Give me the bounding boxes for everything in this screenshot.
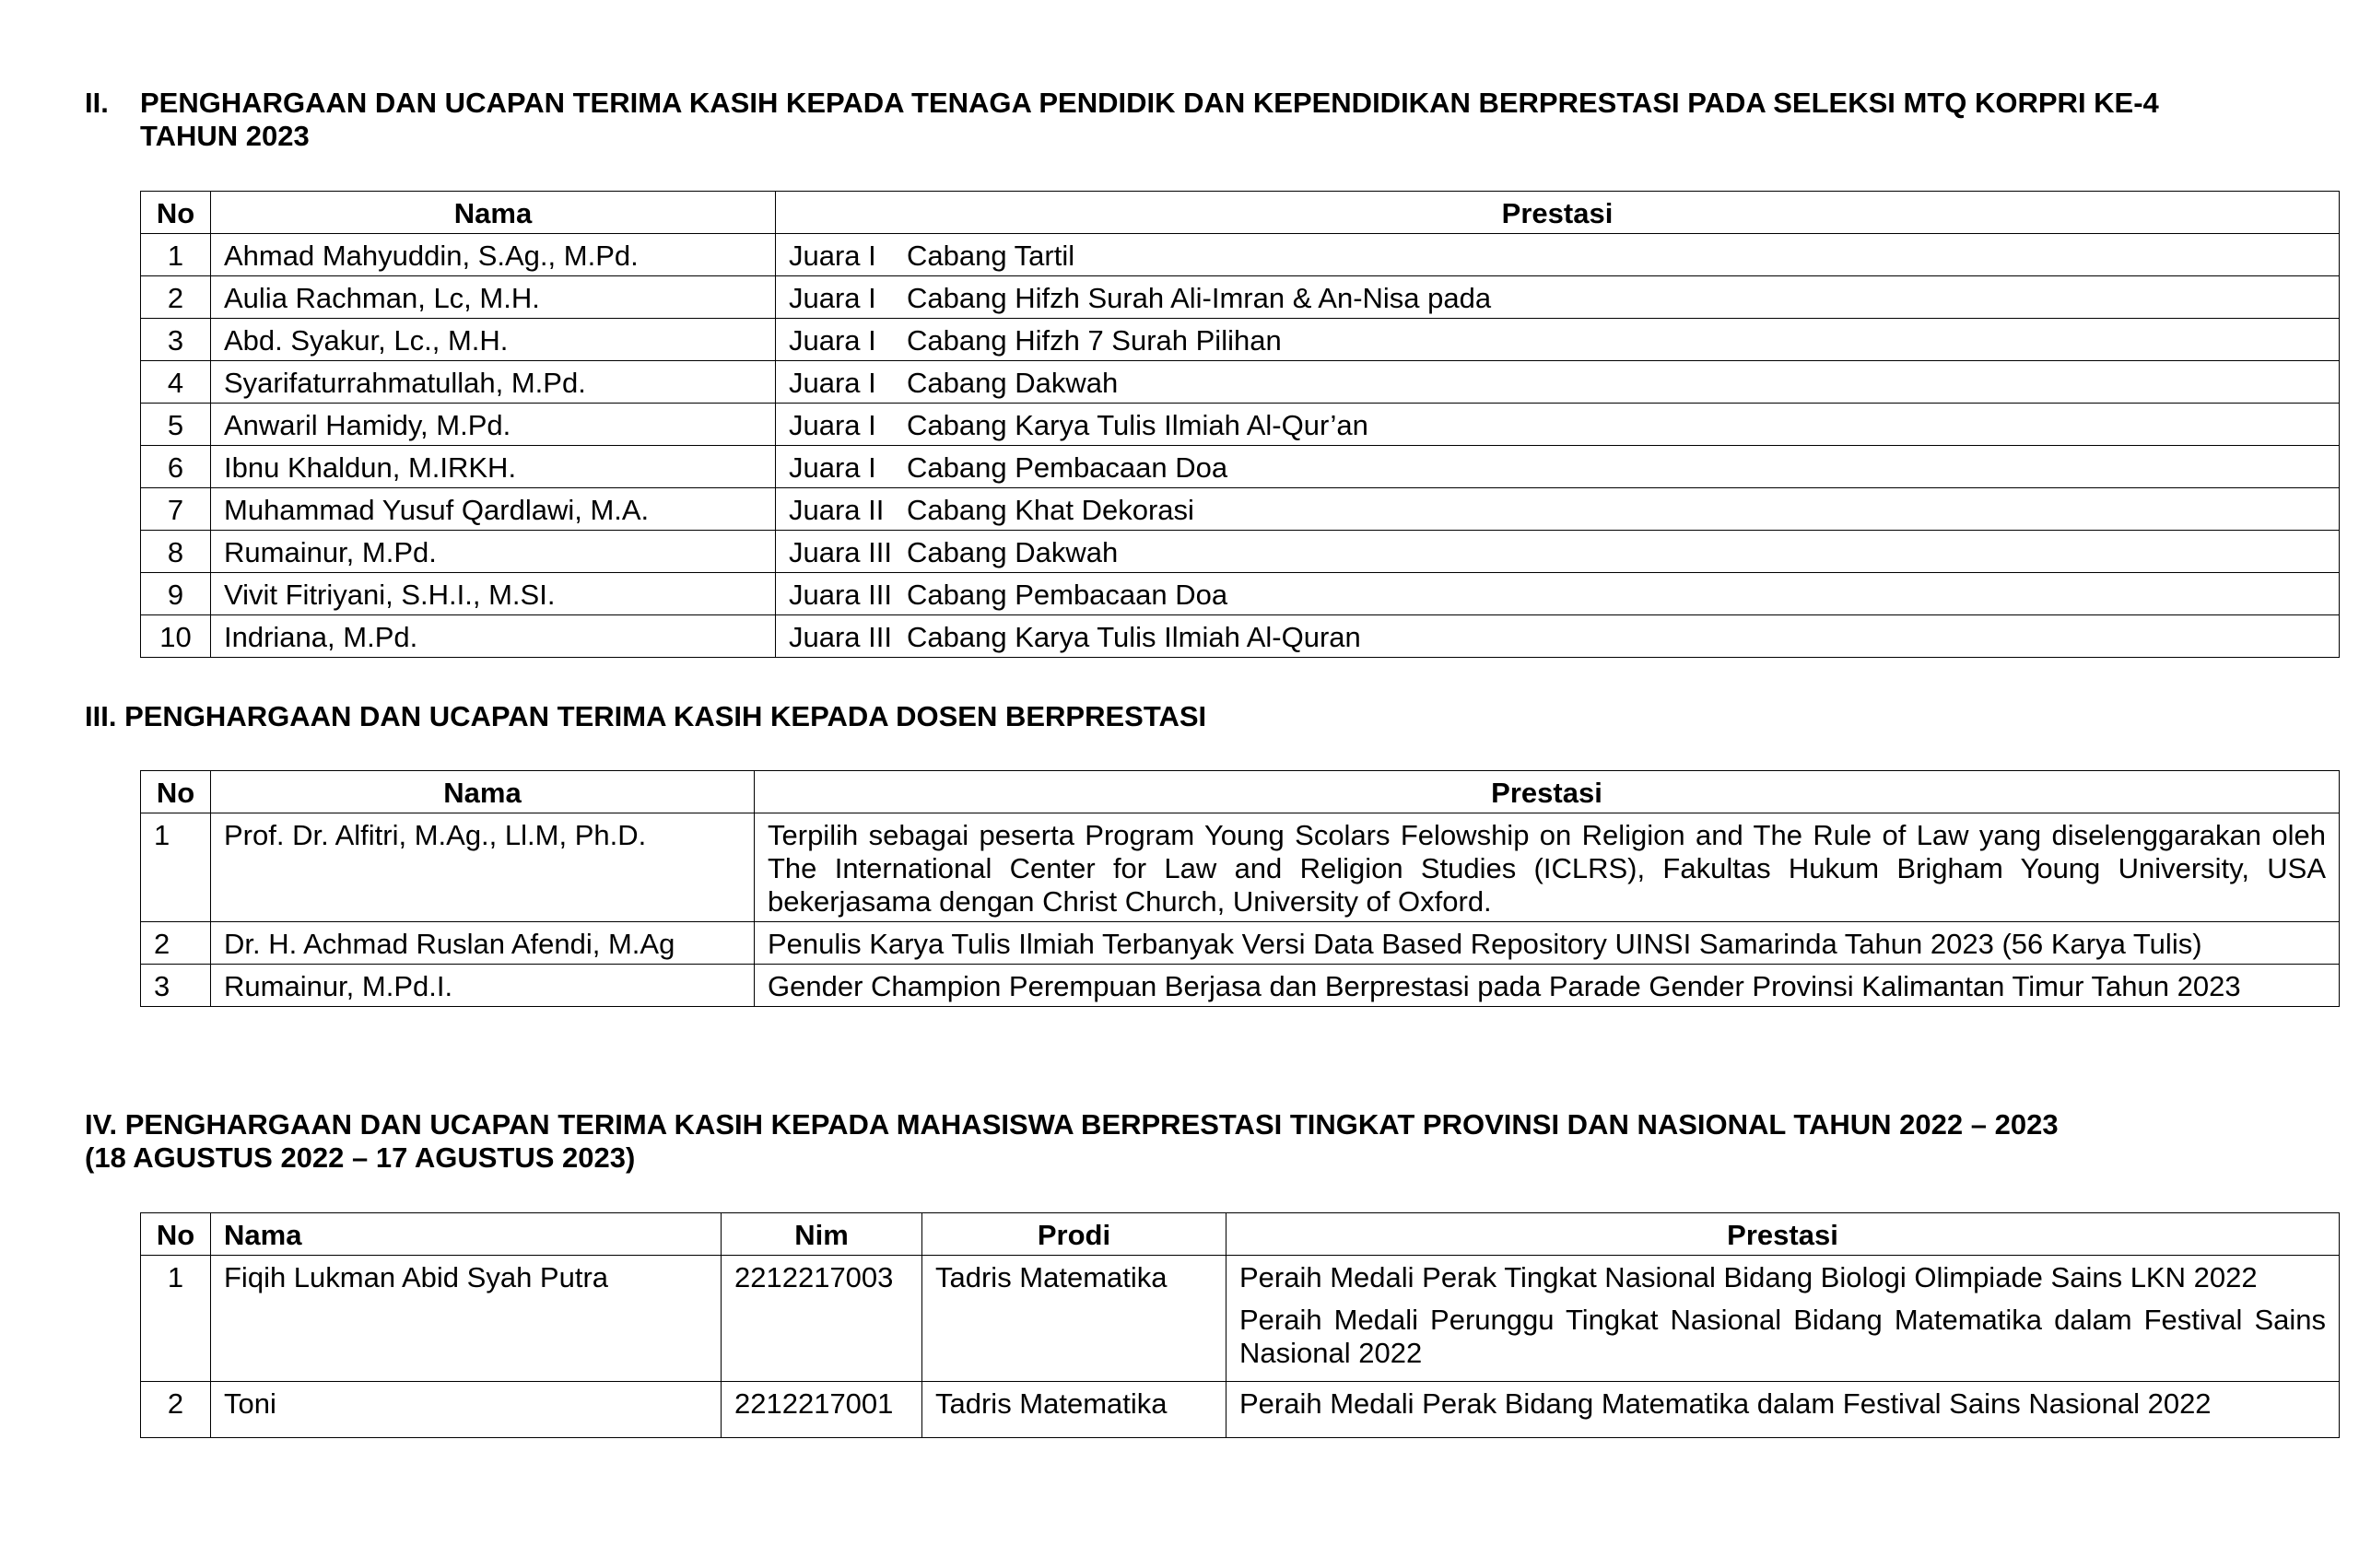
cell-prestasi: Terpilih sebagai peserta Program Young Scolars Felowship on Religion and The Rule of Law yang diselenggarakan oleh The International Center for Law and Religion Studies (ICLRS), Fakultas Hukum Brigham Young University, USA bekerjasama dengan Christ Church, University of Oxford. xyxy=(755,813,2340,922)
cell-nama: Ahmad Mahyuddin, S.Ag., M.Pd. xyxy=(211,234,776,276)
table-row xyxy=(141,361,2340,404)
table-row xyxy=(141,404,2340,446)
cell-nama: Aulia Rachman, Lc, M.H. xyxy=(211,276,776,319)
cell-nama: Rumainur, M.Pd. xyxy=(211,531,776,573)
section-title: PENGHARGAAN DAN UCAPAN TERIMA KASIH KEPADA DOSEN BERPRESTASI xyxy=(124,700,1207,732)
cell-nama: Abd. Syakur, Lc., M.H. xyxy=(211,319,776,361)
col-header-prestasi: Prestasi xyxy=(1226,1213,2340,1256)
cell-nim: 2212217001 xyxy=(722,1382,922,1438)
cell-nama: Dr. H. Achmad Ruslan Afendi, M.Ag xyxy=(211,922,755,965)
cell-prestasi xyxy=(776,446,2340,488)
col-header-nim: Nim xyxy=(722,1213,922,1256)
col-header-nama: Nama xyxy=(211,192,776,234)
cell-no: 1 xyxy=(141,813,211,922)
cell-nama: Fiqih Lukman Abid Syah Putra xyxy=(211,1256,722,1382)
juara-label: Juara III xyxy=(789,536,892,568)
col-header-nama: Nama xyxy=(211,771,755,813)
col-header-no: No xyxy=(141,192,211,234)
section-title-continued: TAHUN 2023 xyxy=(140,120,310,152)
table-row xyxy=(141,615,2340,658)
juara-label: Juara I xyxy=(789,451,876,484)
table-tenaga-pendidik xyxy=(140,191,2340,658)
table-row xyxy=(141,573,2340,615)
table-row xyxy=(141,446,2340,488)
prestasi-item: Peraih Medali Perak Tingkat Nasional Bidang Biologi Olimpiade Sains LKN 2022 xyxy=(1239,1261,2258,1293)
cell-prestasi xyxy=(776,531,2340,573)
section-title: PENGHARGAAN DAN UCAPAN TERIMA KASIH KEPADA MAHASISWA BERPRESTASI TINGKAT PROVINSI DAN NASIONAL TAHUN 2022 – 2023 xyxy=(124,1108,2059,1141)
col-header-no: No xyxy=(141,771,211,813)
table-header-row xyxy=(141,771,2340,813)
cell-prestasi xyxy=(1226,1256,2340,1382)
table-row xyxy=(141,922,2340,965)
table-header-row xyxy=(141,192,2340,234)
juara-label: Juara I xyxy=(789,409,876,441)
cabang-label: Cabang Karya Tulis Ilmiah Al-Qur’an xyxy=(907,409,1368,441)
section-iv-heading xyxy=(85,1108,2059,1175)
table-mahasiswa xyxy=(140,1212,2340,1438)
cell-prestasi: Gender Champion Perempuan Berjasa dan Berprestasi pada Parade Gender Provinsi Kalimantan Timur Tahun 2023 xyxy=(755,965,2340,1007)
juara-label: Juara III xyxy=(789,579,892,611)
cabang-label: Cabang Hifzh 7 Surah Pilihan xyxy=(907,324,1282,357)
cell-prestasi xyxy=(776,276,2340,319)
cabang-label: Cabang Hifzh Surah Ali-Imran & An-Nisa pada xyxy=(907,282,1492,314)
juara-label: Juara II xyxy=(789,494,885,526)
juara-label: Juara I xyxy=(789,240,876,272)
prestasi-item: Peraih Medali Perak Bidang Matematika dalam Festival Sains Nasional 2022 xyxy=(1239,1387,2212,1420)
table-row xyxy=(141,1256,2340,1382)
table-row xyxy=(141,234,2340,276)
cell-nim: 2212217003 xyxy=(722,1256,922,1382)
cell-no: 5 xyxy=(141,404,211,446)
cell-nama: Vivit Fitriyani, S.H.I., M.SI. xyxy=(211,573,776,615)
cabang-label: Cabang Tartil xyxy=(907,240,1075,272)
section-ii-heading xyxy=(85,87,2159,153)
cell-prestasi: Penulis Karya Tulis Ilmiah Terbanyak Versi Data Based Repository UINSI Samarinda Tahun 2023 (56 Karya Tulis) xyxy=(755,922,2340,965)
cell-no: 4 xyxy=(141,361,211,404)
cabang-label: Cabang Karya Tulis Ilmiah Al-Quran xyxy=(907,621,1361,653)
juara-label: Juara I xyxy=(789,282,876,314)
cell-no: 10 xyxy=(141,615,211,658)
cell-no: 3 xyxy=(141,965,211,1007)
cabang-label: Cabang Khat Dekorasi xyxy=(907,494,1194,526)
cell-no: 6 xyxy=(141,446,211,488)
cabang-label: Cabang Pembacaan Doa xyxy=(907,579,1228,611)
cell-no: 2 xyxy=(141,276,211,319)
table-row xyxy=(141,488,2340,531)
cabang-label: Cabang Dakwah xyxy=(907,536,1119,568)
cell-prestasi xyxy=(776,234,2340,276)
cell-prodi: Tadris Matematika xyxy=(922,1382,1226,1438)
cell-no: 3 xyxy=(141,319,211,361)
cabang-label: Cabang Dakwah xyxy=(907,367,1119,399)
cell-no: 8 xyxy=(141,531,211,573)
table-dosen xyxy=(140,770,2340,1007)
cell-nama: Indriana, M.Pd. xyxy=(211,615,776,658)
col-header-prodi: Prodi xyxy=(922,1213,1226,1256)
col-header-no: No xyxy=(141,1213,211,1256)
juara-label: Juara I xyxy=(789,367,876,399)
cell-no: 1 xyxy=(141,1256,211,1382)
section-title: PENGHARGAAN DAN UCAPAN TERIMA KASIH KEPADA TENAGA PENDIDIK DAN KEPENDIDIKAN BERPRESTASI PADA SELEKSI MTQ KORPRI KE-4 xyxy=(140,87,2159,119)
cell-prestasi xyxy=(776,319,2340,361)
table-row xyxy=(141,319,2340,361)
col-header-prestasi: Prestasi xyxy=(776,192,2340,234)
cell-prestasi xyxy=(776,361,2340,404)
cell-prodi: Tadris Matematika xyxy=(922,1256,1226,1382)
section-number: II. xyxy=(85,87,109,119)
cell-nama: Ibnu Khaldun, M.IRKH. xyxy=(211,446,776,488)
cell-prestasi xyxy=(776,404,2340,446)
table-row xyxy=(141,276,2340,319)
section-subtitle: (18 AGUSTUS 2022 – 17 AGUSTUS 2023) xyxy=(85,1141,636,1174)
table-row xyxy=(141,813,2340,922)
cell-prestasi xyxy=(1226,1382,2340,1438)
cell-prestasi xyxy=(776,615,2340,658)
cell-no: 2 xyxy=(141,1382,211,1438)
section-number: IV. xyxy=(85,1108,118,1141)
table-row xyxy=(141,1382,2340,1438)
cell-prestasi xyxy=(776,573,2340,615)
cell-nama: Toni xyxy=(211,1382,722,1438)
cabang-label: Cabang Pembacaan Doa xyxy=(907,451,1228,484)
cell-prestasi xyxy=(776,488,2340,531)
cell-nama: Syarifaturrahmatullah, M.Pd. xyxy=(211,361,776,404)
section-number: III. xyxy=(85,700,117,732)
cell-no: 2 xyxy=(141,922,211,965)
section-iii-heading xyxy=(85,700,1206,733)
table-header-row xyxy=(141,1213,2340,1256)
prestasi-item: Peraih Medali Perunggu Tingkat Nasional Bidang Matematika dalam Festival Sains Nasional 2022 xyxy=(1239,1304,2326,1369)
cell-nama: Rumainur, M.Pd.I. xyxy=(211,965,755,1007)
juara-label: Juara III xyxy=(789,621,892,653)
cell-no: 1 xyxy=(141,234,211,276)
col-header-nama: Nama xyxy=(211,1213,722,1256)
cell-no: 7 xyxy=(141,488,211,531)
cell-no: 9 xyxy=(141,573,211,615)
table-row xyxy=(141,531,2340,573)
cell-nama: Prof. Dr. Alfitri, M.Ag., Ll.M, Ph.D. xyxy=(211,813,755,922)
cell-nama: Muhammad Yusuf Qardlawi, M.A. xyxy=(211,488,776,531)
table-row xyxy=(141,965,2340,1007)
cell-nama: Anwaril Hamidy, M.Pd. xyxy=(211,404,776,446)
juara-label: Juara I xyxy=(789,324,876,357)
col-header-prestasi: Prestasi xyxy=(755,771,2340,813)
